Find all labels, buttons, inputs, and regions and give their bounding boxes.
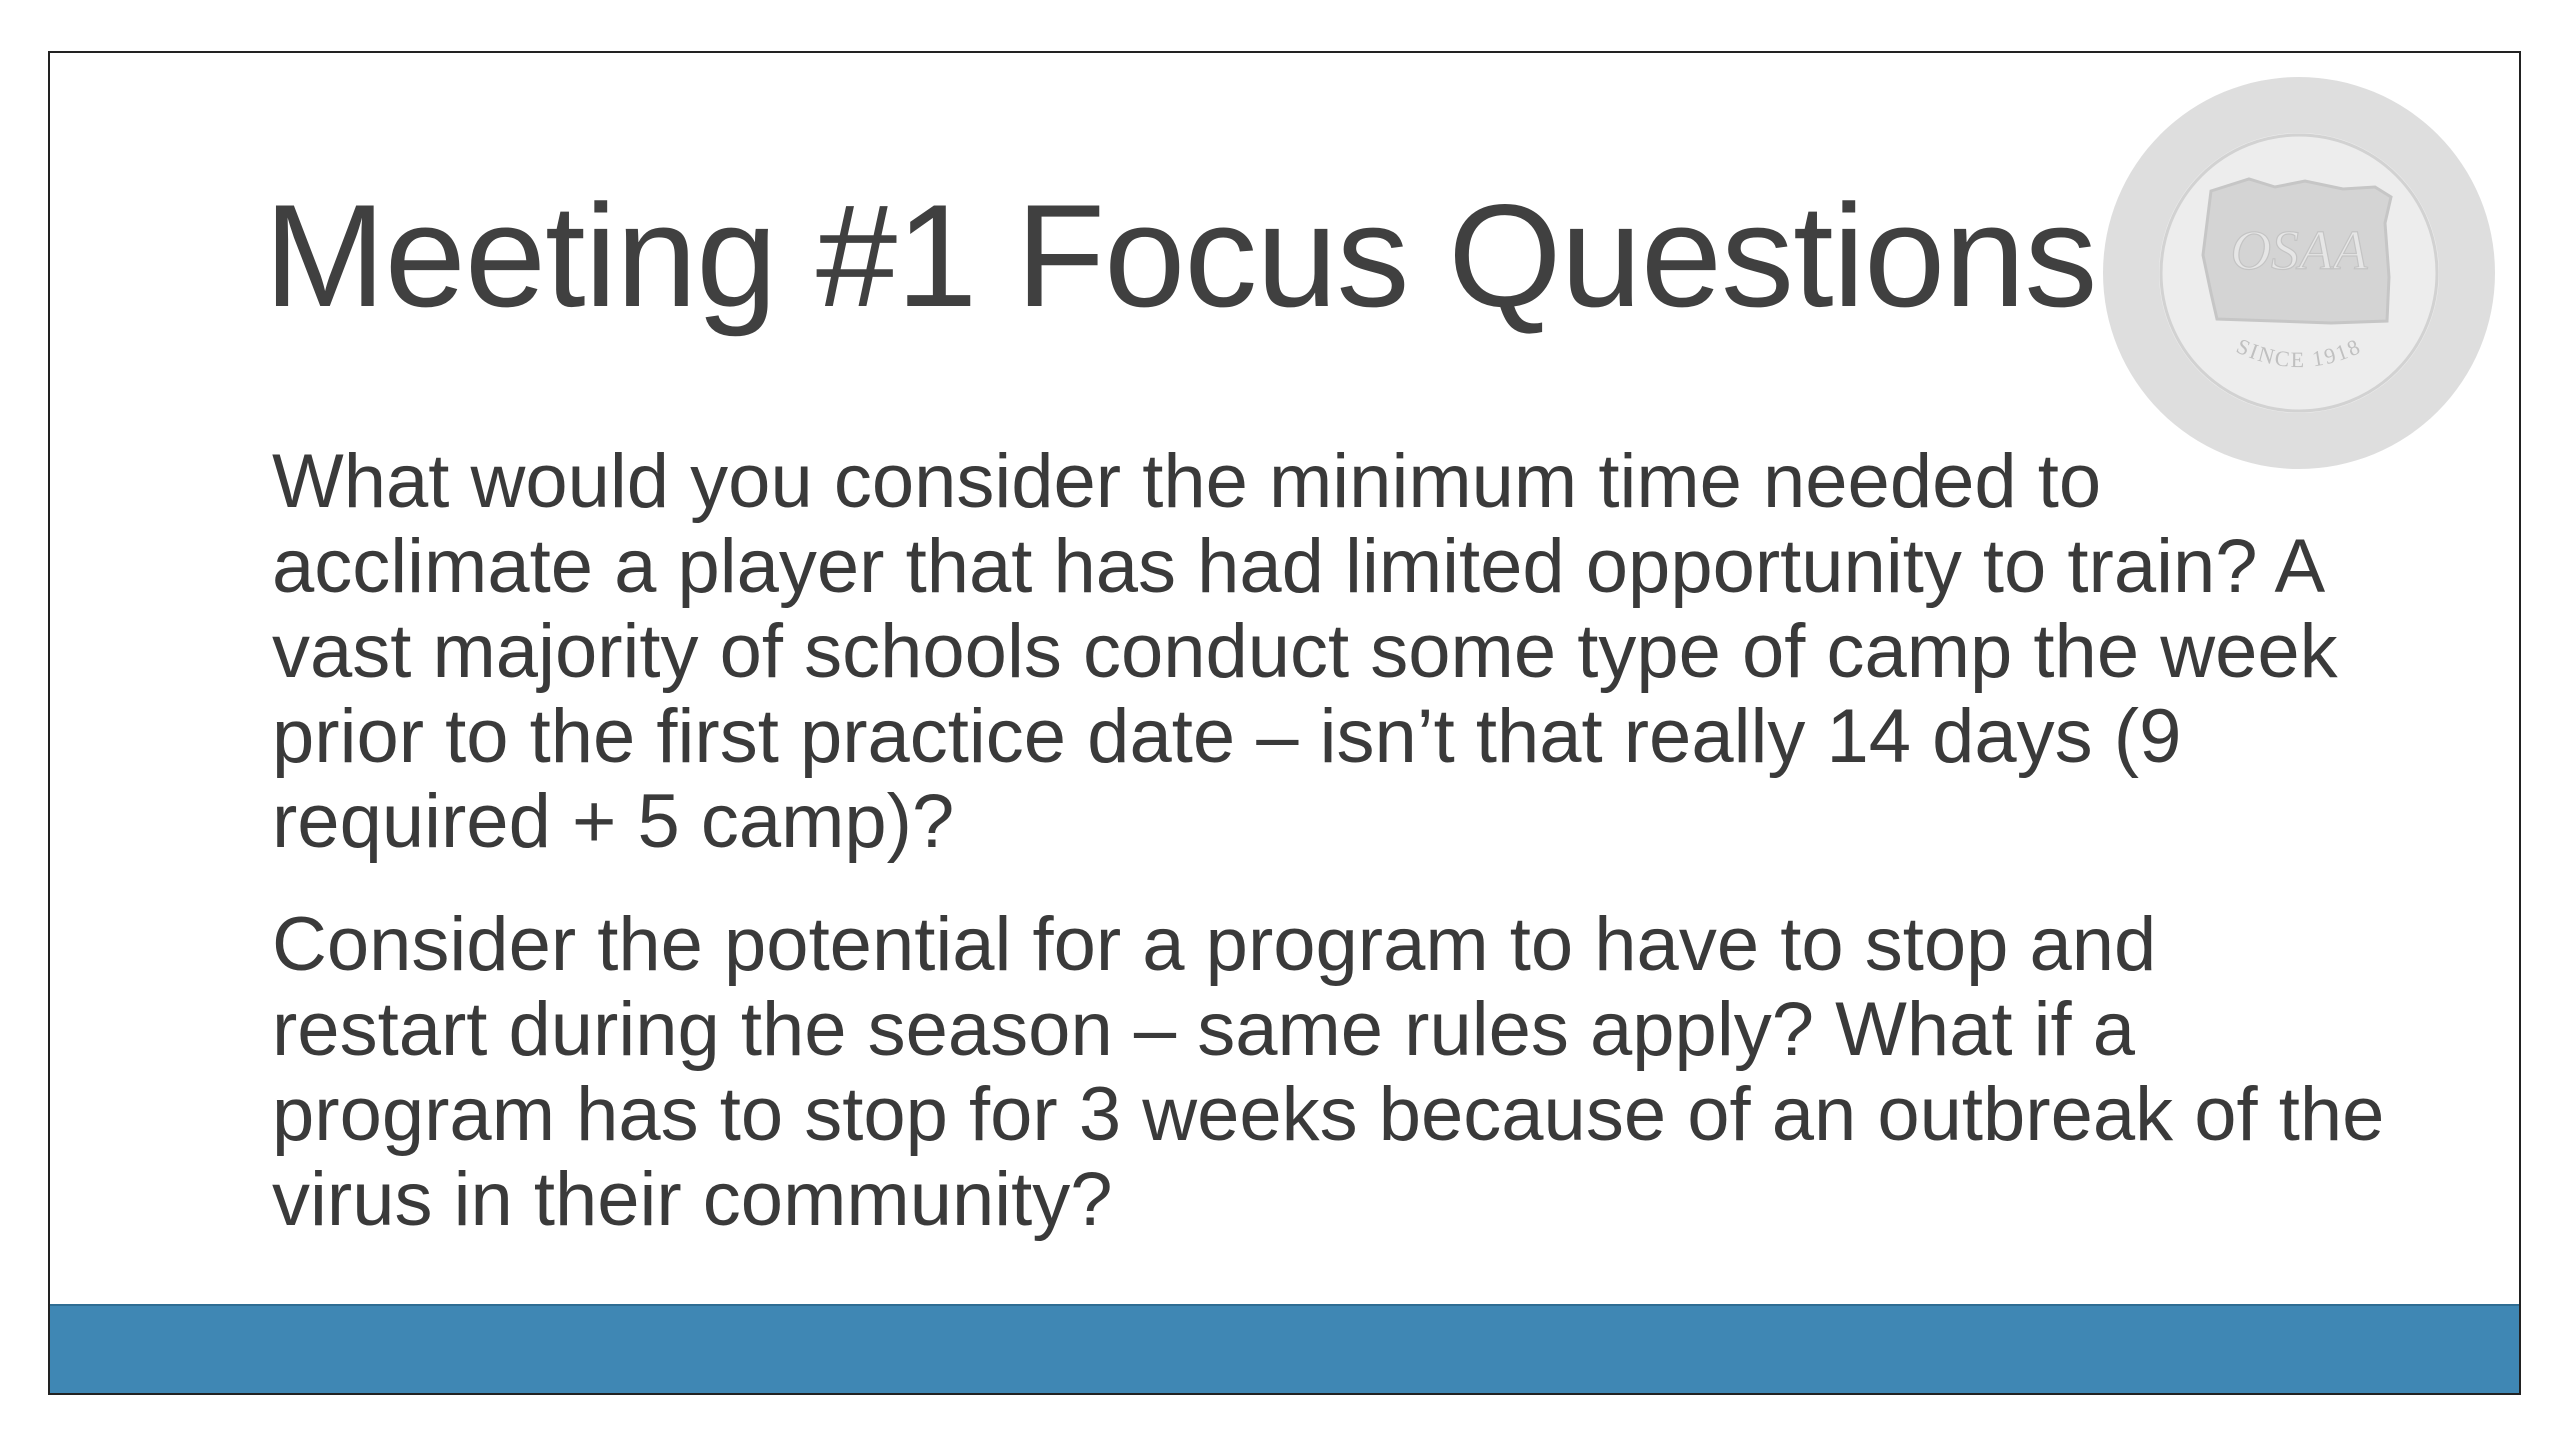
slide-title: Meeting #1 Focus Questions [264, 174, 2097, 337]
svg-text:SINCE 1918: SINCE 1918 [2232, 333, 2366, 373]
question-paragraph-2: Consider the potential for a program to have to stop and restart during the season – same rules apply? What if a program has to stop for 3 weeks because of an outbreak of the virus in their community? [272, 902, 2385, 1242]
slide-body [272, 439, 2392, 1280]
question-paragraph-1: What would you consider the minimum time needed to acclimate a player that has had limited opportunity to train? A vast majority of schools conduct some type of camp the week prior to the first practice date – isn’t that really 14 days (9 required + 5 camp)? [272, 439, 2338, 864]
slide [48, 51, 2521, 1395]
svg-text:OSAA: OSAA [2230, 220, 2368, 282]
oregon-state-seal-icon [2099, 73, 2499, 473]
footer-accent-bar [50, 1304, 2519, 1393]
